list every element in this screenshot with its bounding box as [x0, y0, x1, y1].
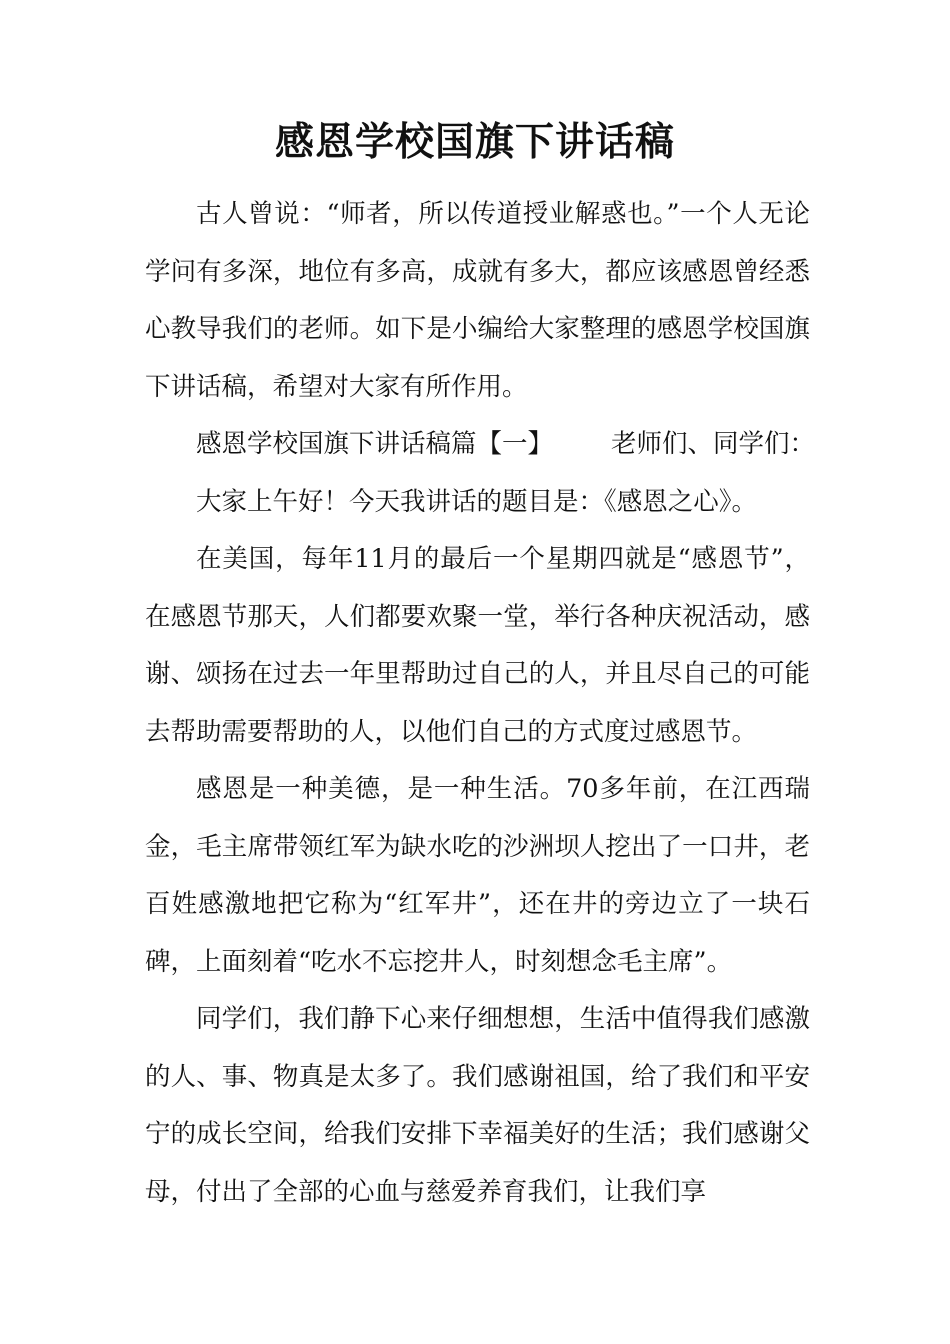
document-body [145, 186, 816, 1221]
intro-paragraph: 古人曾说：“师者，所以传道授业解惑也。”一个人无论学问有多深，地位有多高，成就有多大，都应该感恩曾经悉心教导我们的老师。如下是小编给大家整理的感恩学校国旗下讲话稿，希望对大家有所作用。 [145, 199, 810, 402]
paragraph-greeting: 大家上午好！今天我讲话的题目是：《感恩之心》。 [196, 486, 758, 517]
salutation: 老师们、同学们： [611, 429, 816, 459]
paragraph-red-army-well: 感恩是一种美德，是一种生活。70多年前，在江西瑞金，毛主席带领红军为缺水吃的沙洲坝人挖出了一口井，老百姓感激地把它称为“红军井”，还在井的旁边立了一块石碑，上面刻着“吃水不忘挖井人，时刻想念毛主席”。 [145, 774, 810, 977]
section-heading-line [145, 416, 816, 474]
paragraph-gratitude: 同学们，我们静下心来仔细想想，生活中值得我们感激的人、事、物真是太多了。我们感谢祖国，给了我们和平安宁的成长空间，给我们安排下幸福美好的生活；我们感谢父母，付出了全部的心血与慈爱养育我们，让我们享 [145, 1004, 810, 1207]
paragraph-thanksgiving: 在美国，每年11月的最后一个星期四就是“感恩节”，在感恩节那天，人们都要欢聚一堂，举行各种庆祝活动，感谢、颂扬在过去一年里帮助过自己的人，并且尽自己的可能去帮助需要帮助的人，以他们自己的方式度过感恩节。 [145, 544, 810, 747]
section-heading: 感恩学校国旗下讲话稿篇【一】 [196, 429, 554, 459]
page-title: 感恩学校国旗下讲话稿 [274, 119, 675, 165]
